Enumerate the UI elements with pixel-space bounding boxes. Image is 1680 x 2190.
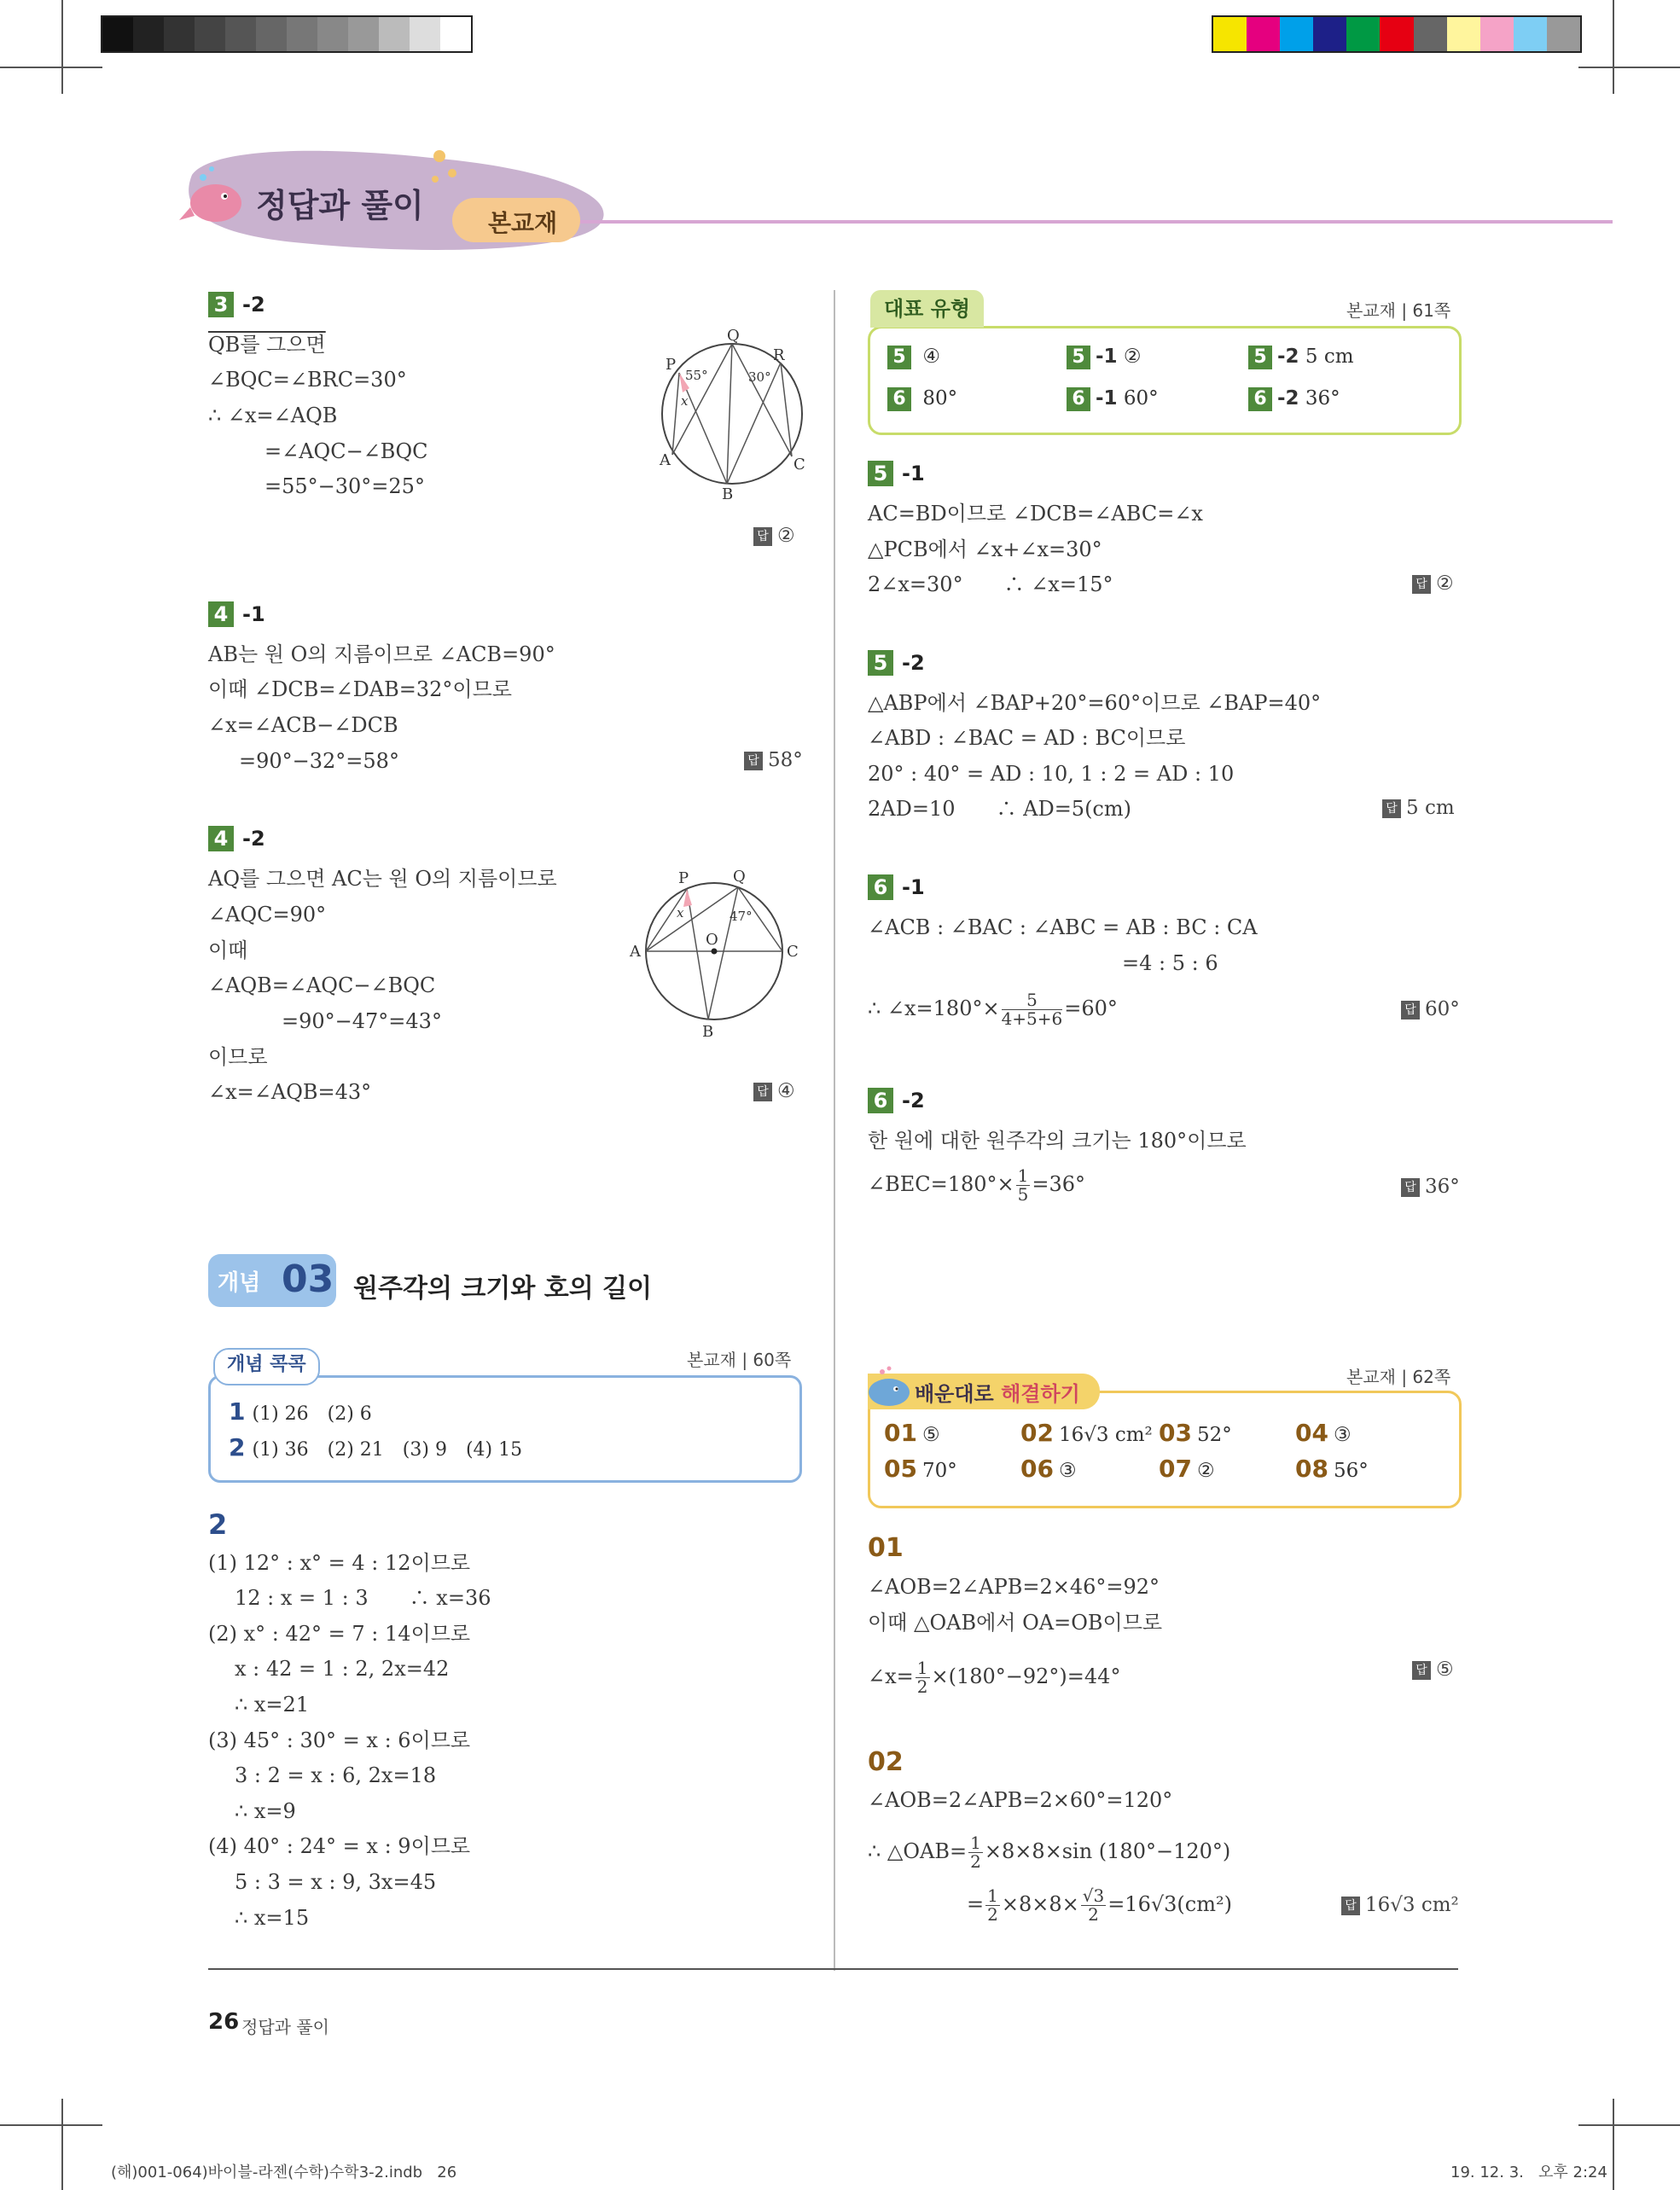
solve-cell: 02 16√3 cm² (1020, 1419, 1153, 1447)
solution-line: ∴ x=9 (235, 1799, 296, 1823)
solution-line: 20° : 40° = AD : 10, 1 : 2 = AD : 10 (868, 762, 1235, 786)
answer: 답 60° (1401, 1000, 1460, 1019)
concept-title: 원주각의 크기와 호의 길이 (353, 1274, 653, 1304)
solution-line: 2AD=10 ∴ AD=5(cm) (868, 797, 1131, 821)
check-ref: 본교재 | 60쪽 (687, 1350, 792, 1370)
problem-suffix: -2 (242, 293, 265, 317)
solve-cell: 08 56° (1295, 1455, 1369, 1483)
solution-line: =90°−32°=58° (239, 749, 399, 773)
answer: 답 ② (1412, 574, 1454, 594)
answer: 답 58° (744, 751, 803, 770)
rep-cell: 6 -1 60° (1067, 386, 1159, 411)
check-row: 2 (1) 36 (2) 21 (3) 9 (4) 15 (229, 1433, 523, 1461)
solution-line: 3 : 2 = x : 6, 2x=18 (235, 1763, 437, 1787)
answer: 답 16√3 cm² (1341, 1896, 1459, 1915)
crop-mark (1613, 0, 1614, 94)
circle-figure-2 (627, 866, 806, 1041)
solution-line: 이때 ∠DCB=∠DAB=32°이므로 (208, 677, 512, 701)
solution-line: ∠AQB=∠AQC−∠BQC (208, 973, 436, 997)
point-label: A (660, 451, 671, 469)
point-label: C (787, 943, 799, 961)
crop-mark (0, 2124, 102, 2126)
problem-suffix: -1 (902, 875, 925, 899)
solution-line: ∠AOB=2∠APB=2×46°=92° (868, 1575, 1160, 1599)
problem-suffix: -2 (902, 651, 925, 675)
rep-ref: 본교재 | 61쪽 (1346, 300, 1451, 321)
angle-label: 55° (685, 368, 708, 383)
rep-cell: 6 80° (887, 386, 957, 411)
solve-cell: 04 ③ (1295, 1419, 1352, 1447)
answer-icon: 답 (753, 1083, 772, 1101)
solution-line: ∴ x=15 (235, 1906, 310, 1930)
problem-number: 5 (868, 650, 893, 676)
answer-icon: 답 (1341, 1897, 1360, 1915)
point-label: A (630, 943, 641, 961)
solution-line: ∠BQC=∠BRC=30° (208, 368, 407, 392)
print-info: (해)001-064)바이블-라젠(수학)수학3-2.indb 26 (111, 2164, 457, 2181)
solve-cell: 07 ② (1159, 1455, 1215, 1483)
concept-number: 03 (282, 1258, 334, 1301)
point-label: P (678, 869, 689, 887)
solution-line: ∠x= $\frac{1}{2}$ ×(180°−92°)=44° (868, 1658, 1121, 1697)
solution-line: =90°−47°=43° (282, 1009, 442, 1033)
check-row: 1 (1) 26 (2) 6 (229, 1397, 372, 1426)
problem-suffix: -2 (902, 1089, 925, 1112)
answer: 답 ② (753, 526, 795, 546)
solution-line: ∠x=∠ACB−∠DCB (208, 713, 398, 737)
solution-line: (1) 12° : x° = 4 : 12이므로 (208, 1551, 471, 1575)
solution-line: 5 : 3 = x : 9, 3x=45 (235, 1870, 437, 1894)
solve-cell: 03 52° (1159, 1419, 1232, 1447)
solution-line: 한 원에 대한 원주각의 크기는 180°이므로 (868, 1129, 1247, 1153)
header-tag-label: 본교재 (488, 209, 558, 237)
check-box (208, 1375, 802, 1483)
color-bar (1212, 15, 1582, 53)
solution-line: ∠ACB : ∠BAC : ∠ABC = AB : BC : CA (868, 915, 1258, 939)
solution-line: ∴ x=21 (235, 1693, 310, 1717)
solution-line: △PCB에서 ∠x+∠x=30° (868, 537, 1102, 561)
answer: 답 ④ (753, 1082, 795, 1101)
solution-line: ∠AQC=90° (208, 903, 327, 927)
solution-line: ∴ ∠x=∠AQB (208, 404, 338, 427)
solution-line: ∠AOB=2∠APB=2×60°=120° (868, 1788, 1173, 1812)
solve-label: 배운대로 해결하기 (915, 1382, 1080, 1406)
solve-cell: 01 ⑤ (884, 1419, 940, 1447)
fraction: $\frac{√3}{2}$ (1082, 1885, 1105, 1925)
point-label: B (722, 485, 734, 499)
rep-cell: 5 -2 5 cm (1248, 345, 1354, 369)
solution-line: (4) 40° : 24° = x : 9이므로 (208, 1834, 471, 1858)
crop-mark (1578, 2124, 1680, 2126)
fraction: $\frac{1}{2}$ (970, 1833, 981, 1872)
solution-line: AC=BD이므로 ∠DCB=∠ABC=∠x (868, 502, 1203, 526)
solution-line: =4 : 5 : 6 (1122, 951, 1218, 975)
answer-icon: 답 (1412, 1661, 1431, 1680)
problem-number: 6 (868, 1088, 893, 1113)
solution-line: ∴ △OAB= $\frac{1}{2}$ ×8×8×sin (180°−120°) (868, 1833, 1231, 1872)
header-line (563, 220, 1613, 224)
solution-line: (2) x° : 42° = 7 : 14이므로 (208, 1622, 471, 1646)
problem-suffix: -1 (242, 602, 265, 626)
solve-cell: 05 70° (884, 1455, 957, 1483)
answer: 답 36° (1401, 1177, 1460, 1197)
problem-number: 3 (208, 292, 234, 317)
solution-line: 이때 △OAB에서 OA=OB이므로 (868, 1611, 1163, 1635)
rep-cell: 5 ④ (887, 345, 940, 369)
problem-number: 6 (868, 874, 893, 900)
solution-line: 12 : x = 1 : 3 ∴ x=36 (235, 1586, 491, 1610)
solution-line: ∴ ∠x=180°× $\frac{5}{4+5+6}$ =60° (868, 990, 1118, 1029)
problem-number: 4 (208, 826, 234, 851)
angle-label: x (681, 393, 689, 409)
fraction: $\frac{1}{2}$ (916, 1658, 928, 1697)
header-title: 정답과 풀이 (256, 187, 424, 224)
answer: 답 ⑤ (1412, 1660, 1454, 1680)
crop-mark (61, 2099, 63, 2190)
point-label: C (793, 456, 805, 473)
print-date: 19. 12. 3. 오후 2:24 (1450, 2164, 1607, 2181)
answer-icon: 답 (753, 527, 772, 546)
problem-suffix: -1 (902, 462, 925, 485)
crop-mark (0, 67, 102, 68)
crop-mark (61, 0, 63, 94)
footer-label: 정답과 풀이 (241, 2017, 329, 2037)
circle-figure-1 (657, 328, 811, 499)
check-label: 개념 콕콕 (213, 1348, 320, 1385)
solution-line: AB는 원 O의 지름이므로 ∠ACB=90° (208, 642, 555, 666)
fraction: $\frac{1}{2}$ (987, 1885, 998, 1925)
answer-icon: 답 (1382, 799, 1401, 818)
problem-number: 5 (868, 461, 893, 486)
solution-line: =∠AQC−∠BQC (264, 439, 428, 463)
solution-line: = $\frac{1}{2}$ ×8×8× $\frac{√3}{2}$ =16√3(cm²) (967, 1885, 1232, 1925)
solution-line: ∠BEC=180°× $\frac{1}{5}$ =36° (868, 1165, 1086, 1205)
problem-suffix: -2 (242, 827, 265, 851)
angle-label: x (677, 905, 684, 921)
point-label: P (666, 356, 677, 374)
solution-line: (3) 45° : 30° = x : 6이므로 (208, 1728, 471, 1752)
rep-cell: 6 -2 36° (1248, 386, 1340, 411)
fraction: $\frac{5}{4+5+6}$ (1001, 990, 1063, 1029)
problem-number: 4 (208, 601, 234, 627)
problem-number: 2 (208, 1508, 228, 1541)
solve-cell: 06 ③ (1020, 1455, 1077, 1483)
crop-mark (1578, 67, 1680, 68)
solution-line: x : 42 = 1 : 2, 2x=42 (235, 1657, 450, 1681)
column-divider (834, 290, 835, 1971)
solution-line: 이때 (208, 938, 248, 962)
footer-rule (208, 1968, 1458, 1970)
answer-icon: 답 (744, 752, 763, 770)
page-number: 26 (208, 2009, 240, 2035)
angle-label: 47° (730, 909, 753, 924)
point-label: R (773, 346, 785, 364)
rep-cell: 5 -1 ② (1067, 345, 1142, 369)
rep-box (868, 326, 1462, 435)
answer-icon: 답 (1401, 1001, 1420, 1019)
angle-label: 30° (748, 369, 771, 385)
solve-ref: 본교재 | 62쪽 (1346, 1367, 1451, 1387)
grayscale-bar (101, 15, 473, 53)
solution-line: =55°−30°=25° (264, 474, 425, 498)
solution-line: ∠x=∠AQB=43° (208, 1080, 372, 1104)
point-label: Q (727, 328, 740, 345)
dolphin-icon (177, 160, 254, 237)
solution-line: △ABP에서 ∠BAP+20°=60°이므로 ∠BAP=40° (868, 691, 1322, 715)
solution-line: 이므로 (208, 1045, 268, 1069)
answer: 답 5 cm (1382, 799, 1455, 818)
answer-icon: 답 (1401, 1178, 1420, 1197)
solution-line: 2∠x=30° ∴ ∠x=15° (868, 572, 1113, 596)
point-label: B (702, 1023, 714, 1041)
point-label: Q (733, 868, 746, 886)
rep-label: 대표 유형 (870, 290, 984, 328)
answer-icon: 답 (1412, 575, 1431, 594)
point-label: O (706, 931, 718, 949)
crop-mark (1613, 2099, 1614, 2190)
solution-line: QB를 그으면 (208, 333, 326, 357)
problem-number: 02 (868, 1747, 904, 1777)
problem-number: 01 (868, 1533, 904, 1563)
solution-line: AQ를 그으면 AC는 원 O의 지름이므로 (208, 867, 557, 891)
whale-icon (863, 1365, 911, 1409)
solution-line: ∠ABD : ∠BAC = AD : BC이므로 (868, 726, 1186, 750)
fraction: $\frac{1}{5}$ (1017, 1165, 1029, 1205)
concept-badge-label: 개념 (218, 1270, 261, 1296)
